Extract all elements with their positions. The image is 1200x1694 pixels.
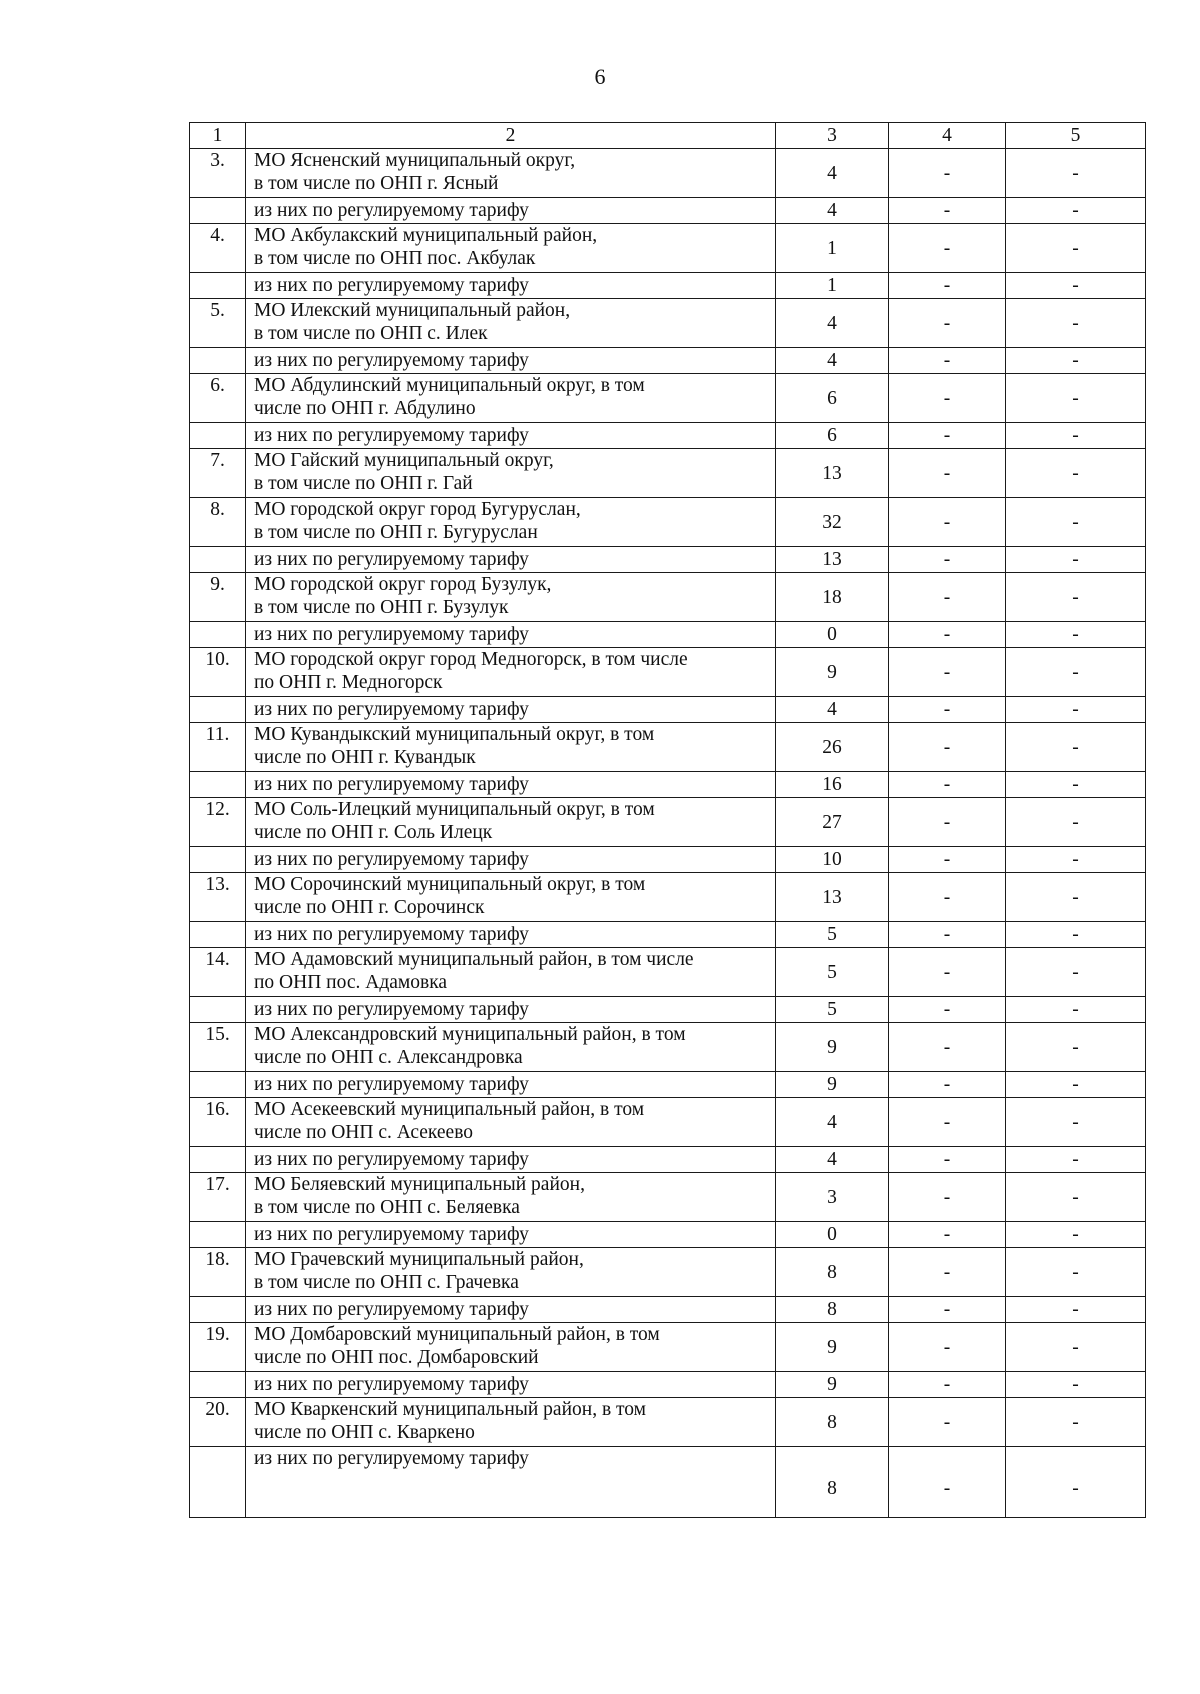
row-name-cell: МО Кваркенский муниципальный район, в том числе по ОНП с. Кваркено [246, 1398, 776, 1447]
row-name-cell: из них по регулируемому тарифу [246, 622, 776, 648]
table-row [190, 1023, 1146, 1072]
row-value-col3: 32 [776, 498, 889, 547]
row-value-col3: 13 [776, 873, 889, 922]
row-number-cell: 14. [190, 948, 246, 997]
row-name-cell: МО городской округ город Бузулук, в том числе по ОНП г. Бузулук [246, 573, 776, 622]
row-value-col5: - [1006, 648, 1146, 697]
row-value-col5: - [1006, 299, 1146, 348]
table-row [190, 948, 1146, 997]
row-number-cell [190, 1447, 246, 1518]
table-row-subtotal [190, 273, 1146, 299]
row-value-col3: 8 [776, 1297, 889, 1323]
row-value-col5: - [1006, 997, 1146, 1023]
row-value-col5: - [1006, 723, 1146, 772]
row-value-col4: - [889, 547, 1006, 573]
table-row-subtotal [190, 697, 1146, 723]
row-number-cell: 12. [190, 798, 246, 847]
row-value-col3: 5 [776, 948, 889, 997]
row-value-col4: - [889, 1323, 1006, 1372]
row-value-col4: - [889, 573, 1006, 622]
row-value-col3: 4 [776, 1147, 889, 1173]
row-name-cell: из них по регулируемому тарифу [246, 1147, 776, 1173]
row-value-col3: 4 [776, 198, 889, 224]
row-name-cell: МО городской округ город Бугуруслан, в том числе по ОНП г. Бугуруслан [246, 498, 776, 547]
row-number-cell: 18. [190, 1248, 246, 1297]
row-value-col4: - [889, 1023, 1006, 1072]
row-value-col3: 9 [776, 1372, 889, 1398]
row-name-cell: МО Сорочинский муниципальный округ, в том числе по ОНП г. Сорочинск [246, 873, 776, 922]
table-row-subtotal [190, 1372, 1146, 1398]
row-value-col3: 16 [776, 772, 889, 798]
row-name-cell: МО Кувандыкский муниципальный округ, в том числе по ОНП г. Кувандык [246, 723, 776, 772]
row-value-col5: - [1006, 1297, 1146, 1323]
tariff-table [189, 122, 1146, 1518]
table-row-subtotal [190, 547, 1146, 573]
row-name-cell: из них по регулируемому тарифу [246, 273, 776, 299]
row-value-col5: - [1006, 922, 1146, 948]
row-value-col4: - [889, 149, 1006, 198]
row-number-cell [190, 547, 246, 573]
row-value-col3: 13 [776, 547, 889, 573]
row-value-col5: - [1006, 948, 1146, 997]
table-row-subtotal [190, 1447, 1146, 1518]
table-row-subtotal [190, 997, 1146, 1023]
row-number-cell [190, 1372, 246, 1398]
row-value-col5: - [1006, 374, 1146, 423]
row-name-cell: из них по регулируемому тарифу [246, 1297, 776, 1323]
row-value-col3: 0 [776, 622, 889, 648]
row-value-col4: - [889, 922, 1006, 948]
row-number-cell: 10. [190, 648, 246, 697]
table-row [190, 1323, 1146, 1372]
row-number-cell [190, 922, 246, 948]
row-value-col4: - [889, 299, 1006, 348]
row-number-cell [190, 1072, 246, 1098]
table-row [190, 374, 1146, 423]
row-name-cell: МО Домбаровский муниципальный район, в том числе по ОНП пос. Домбаровский [246, 1323, 776, 1372]
row-name-cell: из них по регулируемому тарифу [246, 1447, 776, 1518]
table-row-subtotal [190, 423, 1146, 449]
row-value-col3: 9 [776, 648, 889, 697]
row-value-col5: - [1006, 198, 1146, 224]
row-name-cell: из них по регулируемому тарифу [246, 997, 776, 1023]
row-value-col5: - [1006, 1398, 1146, 1447]
row-value-col5: - [1006, 423, 1146, 449]
row-value-col4: - [889, 847, 1006, 873]
header-cell-col3: 3 [776, 123, 889, 149]
table-row [190, 449, 1146, 498]
row-value-col3: 8 [776, 1398, 889, 1447]
row-value-col5: - [1006, 847, 1146, 873]
row-value-col5: - [1006, 622, 1146, 648]
row-value-col3: 3 [776, 1173, 889, 1222]
table-row [190, 149, 1146, 198]
row-value-col5: - [1006, 224, 1146, 273]
row-name-cell: из них по регулируемому тарифу [246, 772, 776, 798]
row-value-col4: - [889, 1447, 1006, 1518]
row-value-col5: - [1006, 1222, 1146, 1248]
row-name-cell: МО Соль-Илецкий муниципальный округ, в том числе по ОНП г. Соль Илецк [246, 798, 776, 847]
page-number: 6 [594, 64, 606, 89]
table-row [190, 723, 1146, 772]
table-row [190, 498, 1146, 547]
row-value-col5: - [1006, 873, 1146, 922]
table-header-row [190, 123, 1146, 149]
row-value-col3: 9 [776, 1072, 889, 1098]
row-number-cell [190, 198, 246, 224]
row-value-col4: - [889, 1072, 1006, 1098]
row-value-col4: - [889, 873, 1006, 922]
row-number-cell [190, 1222, 246, 1248]
table-row [190, 1173, 1146, 1222]
row-value-col4: - [889, 498, 1006, 547]
row-number-cell [190, 273, 246, 299]
row-value-col3: 27 [776, 798, 889, 847]
row-value-col5: - [1006, 348, 1146, 374]
row-value-col3: 5 [776, 997, 889, 1023]
row-value-col5: - [1006, 1098, 1146, 1147]
row-value-col4: - [889, 1173, 1006, 1222]
row-value-col3: 4 [776, 1098, 889, 1147]
row-number-cell: 20. [190, 1398, 246, 1447]
row-value-col4: - [889, 997, 1006, 1023]
row-name-cell: из них по регулируемому тарифу [246, 198, 776, 224]
row-number-cell: 6. [190, 374, 246, 423]
row-number-cell: 16. [190, 1098, 246, 1147]
row-value-col4: - [889, 1372, 1006, 1398]
row-value-col3: 18 [776, 573, 889, 622]
row-number-cell: 19. [190, 1323, 246, 1372]
row-number-cell: 5. [190, 299, 246, 348]
row-name-cell: МО Грачевский муниципальный район, в том числе по ОНП с. Грачевка [246, 1248, 776, 1297]
row-number-cell [190, 847, 246, 873]
row-value-col5: - [1006, 1173, 1146, 1222]
row-value-col4: - [889, 648, 1006, 697]
row-value-col5: - [1006, 1072, 1146, 1098]
row-value-col5: - [1006, 1447, 1146, 1518]
row-number-cell: 8. [190, 498, 246, 547]
row-value-col4: - [889, 423, 1006, 449]
row-number-cell: 13. [190, 873, 246, 922]
row-name-cell: из них по регулируемому тарифу [246, 348, 776, 374]
row-name-cell: из них по регулируемому тарифу [246, 423, 776, 449]
row-name-cell: МО Илекский муниципальный район, в том числе по ОНП с. Илек [246, 299, 776, 348]
table-row [190, 1248, 1146, 1297]
row-value-col5: - [1006, 1023, 1146, 1072]
row-name-cell: МО Адамовский муниципальный район, в том числе по ОНП пос. Адамовка [246, 948, 776, 997]
table-row [190, 224, 1146, 273]
table-row-subtotal [190, 198, 1146, 224]
row-name-cell: из них по регулируемому тарифу [246, 1072, 776, 1098]
row-value-col4: - [889, 198, 1006, 224]
row-name-cell: из них по регулируемому тарифу [246, 922, 776, 948]
row-value-col3: 9 [776, 1323, 889, 1372]
row-value-col4: - [889, 723, 1006, 772]
row-number-cell [190, 1147, 246, 1173]
row-number-cell: 4. [190, 224, 246, 273]
row-number-cell [190, 622, 246, 648]
row-value-col5: - [1006, 1372, 1146, 1398]
row-name-cell: МО Абдулинский муниципальный округ, в том числе по ОНП г. Абдулино [246, 374, 776, 423]
row-value-col5: - [1006, 697, 1146, 723]
row-value-col3: 5 [776, 922, 889, 948]
table-row-subtotal [190, 622, 1146, 648]
row-name-cell: МО Беляевский муниципальный район, в том числе по ОНП с. Беляевка [246, 1173, 776, 1222]
row-number-cell: 7. [190, 449, 246, 498]
table-row-subtotal [190, 1072, 1146, 1098]
row-number-cell [190, 348, 246, 374]
table-row [190, 573, 1146, 622]
table-row [190, 299, 1146, 348]
row-value-col3: 6 [776, 423, 889, 449]
row-value-col5: - [1006, 798, 1146, 847]
row-name-cell: из них по регулируемому тарифу [246, 547, 776, 573]
row-name-cell: МО Гайский муниципальный округ, в том числе по ОНП г. Гай [246, 449, 776, 498]
row-value-col5: - [1006, 573, 1146, 622]
row-value-col3: 1 [776, 224, 889, 273]
table-row-subtotal [190, 847, 1146, 873]
row-value-col4: - [889, 224, 1006, 273]
row-value-col4: - [889, 948, 1006, 997]
row-number-cell: 15. [190, 1023, 246, 1072]
header-cell-col2: 2 [246, 123, 776, 149]
table-row-subtotal [190, 348, 1146, 374]
row-value-col5: - [1006, 449, 1146, 498]
row-value-col5: - [1006, 772, 1146, 798]
table-row [190, 873, 1146, 922]
row-value-col4: - [889, 273, 1006, 299]
row-name-cell: МО Акбулакский муниципальный район, в том числе по ОНП пос. Акбулак [246, 224, 776, 273]
table-row [190, 798, 1146, 847]
header-cell-col1: 1 [190, 123, 246, 149]
row-name-cell: из них по регулируемому тарифу [246, 1372, 776, 1398]
row-name-cell: МО Александровский муниципальный район, в том числе по ОНП с. Александровка [246, 1023, 776, 1072]
row-number-cell [190, 1297, 246, 1323]
row-name-cell: МО Асекеевский муниципальный район, в том числе по ОНП с. Асекеево [246, 1098, 776, 1147]
row-value-col4: - [889, 449, 1006, 498]
row-value-col5: - [1006, 547, 1146, 573]
row-value-col3: 4 [776, 697, 889, 723]
table-row [190, 648, 1146, 697]
row-number-cell [190, 423, 246, 449]
row-value-col4: - [889, 697, 1006, 723]
row-value-col4: - [889, 374, 1006, 423]
row-value-col3: 1 [776, 273, 889, 299]
row-value-col3: 26 [776, 723, 889, 772]
row-number-cell [190, 997, 246, 1023]
row-value-col3: 6 [776, 374, 889, 423]
row-value-col3: 0 [776, 1222, 889, 1248]
row-number-cell: 17. [190, 1173, 246, 1222]
table-row-subtotal [190, 1297, 1146, 1323]
row-name-cell: МО Ясненский муниципальный округ, в том числе по ОНП г. Ясный [246, 149, 776, 198]
row-value-col5: - [1006, 1323, 1146, 1372]
row-value-col5: - [1006, 149, 1146, 198]
row-value-col3: 4 [776, 348, 889, 374]
row-value-col3: 8 [776, 1248, 889, 1297]
row-value-col3: 4 [776, 149, 889, 198]
row-value-col4: - [889, 348, 1006, 374]
row-value-col3: 9 [776, 1023, 889, 1072]
table-row [190, 1098, 1146, 1147]
row-value-col4: - [889, 1098, 1006, 1147]
row-name-cell: МО городской округ город Медногорск, в том числе по ОНП г. Медногорск [246, 648, 776, 697]
row-name-cell: из них по регулируемому тарифу [246, 1222, 776, 1248]
row-value-col5: - [1006, 498, 1146, 547]
header-cell-col4: 4 [889, 123, 1006, 149]
row-value-col4: - [889, 1248, 1006, 1297]
row-value-col4: - [889, 1398, 1006, 1447]
row-number-cell [190, 772, 246, 798]
table-row-subtotal [190, 922, 1146, 948]
row-number-cell: 11. [190, 723, 246, 772]
row-value-col5: - [1006, 1248, 1146, 1297]
row-number-cell [190, 697, 246, 723]
row-number-cell: 9. [190, 573, 246, 622]
row-name-cell: из них по регулируемому тарифу [246, 847, 776, 873]
row-value-col4: - [889, 622, 1006, 648]
row-value-col4: - [889, 772, 1006, 798]
row-value-col3: 10 [776, 847, 889, 873]
row-value-col4: - [889, 1147, 1006, 1173]
table-row [190, 1398, 1146, 1447]
table-row-subtotal [190, 772, 1146, 798]
table-row-subtotal [190, 1222, 1146, 1248]
header-cell-col5: 5 [1006, 123, 1146, 149]
row-name-cell: из них по регулируемому тарифу [246, 697, 776, 723]
row-value-col3: 4 [776, 299, 889, 348]
table-row-subtotal [190, 1147, 1146, 1173]
row-value-col4: - [889, 1222, 1006, 1248]
row-value-col5: - [1006, 1147, 1146, 1173]
row-value-col4: - [889, 798, 1006, 847]
row-number-cell: 3. [190, 149, 246, 198]
row-value-col3: 8 [776, 1447, 889, 1518]
row-value-col4: - [889, 1297, 1006, 1323]
row-value-col5: - [1006, 273, 1146, 299]
row-value-col3: 13 [776, 449, 889, 498]
